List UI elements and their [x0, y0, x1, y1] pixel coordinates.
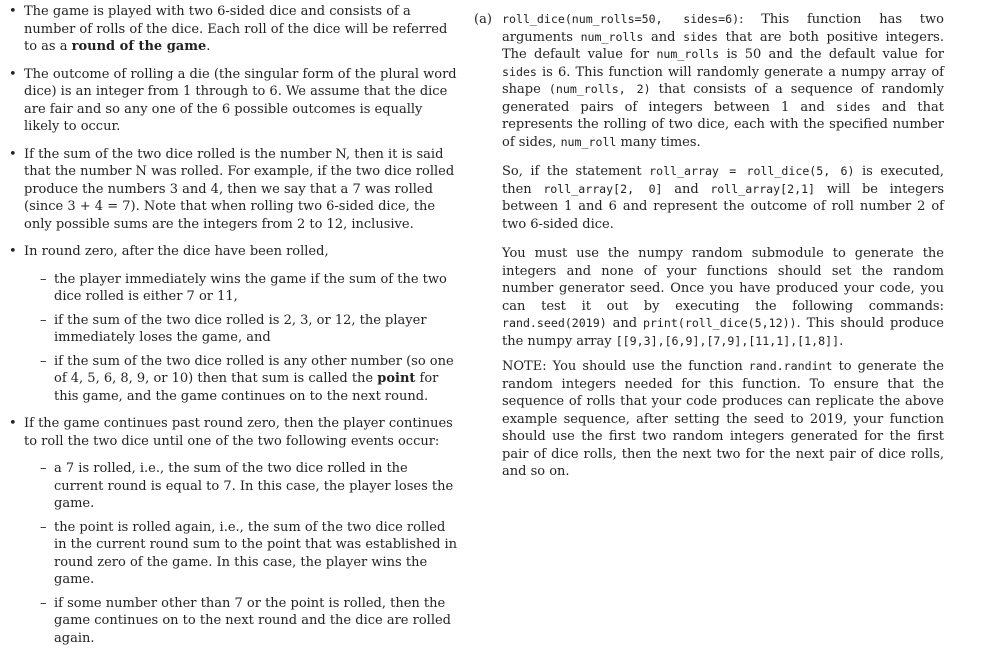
text: If the game continues past round zero, then the player continues to roll the two dice until one of the two following events occur: [24, 416, 453, 449]
text: and that represents the rolling of two dice, each with the specified number of sides, [502, 99, 945, 150]
text: many times. [616, 134, 701, 150]
code: roll_array[2, 0] [543, 181, 663, 196]
text: The outcome of rolling a die (the singular form of the plural word dice) is an integer from 1 through to 6. We assume that the dice are fair and so any one of the 6 possible outcomes is equally likely to occur. [24, 66, 457, 134]
text: . This should produce the numpy array [502, 316, 945, 349]
text: You must use the numpy random submodule to generate the integers and none of your functions should set the random number generator seed. Once you have produced your code, you can test it out by executing the following commands: [502, 246, 944, 314]
text: NOTE: You should use the function [502, 359, 749, 374]
code: roll_array = roll_dice(5, 6) [649, 164, 855, 178]
item-label: (a) [474, 12, 492, 27]
text: . [206, 39, 211, 54]
text: is executed, then [502, 164, 944, 197]
code: num_roll [560, 134, 617, 149]
bold-term: point [377, 371, 416, 386]
note-paragraph [502, 358, 944, 481]
text: and [662, 181, 711, 197]
sub-win [24, 271, 460, 306]
text: The game is played with two 6-sided dice and consists of a number of rolls of the dice. Each roll of the dice will be referred to as a [24, 4, 448, 54]
code: [[9,3],[6,9],[7,9],[11,1],[1,8]] [615, 333, 840, 348]
code: sides [835, 99, 871, 114]
text: will be integers between 1 and 6 and represent the outcome of roll number 2 of two 6-sided dice. [502, 181, 944, 232]
text: the point is rolled again, i.e., the sum of the two dice rolled in the current round sum to the point that was established in round zero of the game. In this case, the player wins the game. [54, 519, 458, 587]
code: print(roll_dice(5,12)) [642, 316, 797, 330]
text: if some number other than 7 or the point is rolled, then the game continues on to the next round and the dice are rolled again. [54, 595, 452, 646]
code: rand.seed(2019) [502, 316, 607, 330]
text: and [606, 316, 643, 331]
text: to generate the random integers needed for this function. To ensure that the sequence of rolls that your code produces can replicate the above example sequence, after setting the seed to 2019, your function should use the first two random integers generated for the first pair of dice rolls, then the next two for the next pair of dice rolls, and so on. [502, 359, 944, 479]
sub-point-again [24, 519, 460, 589]
code: num_rolls [656, 47, 720, 61]
text: that are both positive integers. The default value for [502, 29, 944, 62]
code: roll_dice(num_rolls=50, sides=6) [502, 12, 740, 26]
text: So, if the statement [502, 164, 650, 179]
right-column [474, 0, 944, 487]
sub-seven [24, 460, 460, 513]
code: num_rolls [580, 29, 644, 44]
bullet-continue [8, 415, 460, 450]
code: sides [683, 29, 719, 44]
text: is 50 and the default value for [719, 47, 944, 62]
text: a 7 is rolled, i.e., the sum of the two dice rolled in the current round is equal to 7. In this case, the player loses the game. [54, 461, 454, 511]
sub-lose [24, 312, 460, 347]
text: In round zero, after the dice have been rolled, [24, 244, 329, 259]
text: : This function has two arguments [502, 12, 944, 45]
text: . [839, 333, 844, 349]
text: and [643, 29, 684, 45]
bullet-round-zero [8, 243, 460, 261]
text: if the sum of the two dice rolled is any other number (so one of 4, 5, 6, 8, 9, or 10) then that sum is called the [54, 353, 454, 386]
text: if the sum of the two dice rolled is 2, 3, or 12, the player immediately loses the game, and [54, 312, 427, 345]
code: (num_rolls, 2) [548, 82, 651, 96]
left-column [8, 0, 460, 653]
text: for this game, and the game continues on to the next round. [54, 371, 439, 404]
sub-point [24, 353, 460, 406]
text: is 6. This function will randomly generate a numpy array of shape [502, 64, 944, 97]
bullet-rounds [8, 3, 460, 56]
bullet-outcome [8, 66, 460, 136]
sub-other [24, 595, 460, 648]
bullet-sum [8, 146, 460, 234]
text: the player immediately wins the game if the sum of the two dice rolled is either 7 or 11, [54, 271, 447, 304]
code: rand.randint [748, 359, 833, 373]
random-paragraph [502, 245, 944, 350]
roll-dice-definition [474, 11, 944, 151]
text: that consists of a sequence of randomly generated pairs of integers between 1 and [502, 82, 944, 115]
code: roll_array[2,1] [710, 181, 816, 196]
bold-term: round of the game [71, 39, 207, 54]
text: If the sum of the two dice rolled is the number N, then it is said that the number N was rolled. For example, if the two dice rolled produce the numbers 3 and 4, then we say that a 7 was rolled (since 3 + 4 = 7). Note that when rolling two 6-sided dice, the only possible sums are the integers from 2 to 12, inclusive. [24, 146, 455, 232]
example-paragraph [502, 163, 944, 233]
code: sides [502, 64, 537, 79]
